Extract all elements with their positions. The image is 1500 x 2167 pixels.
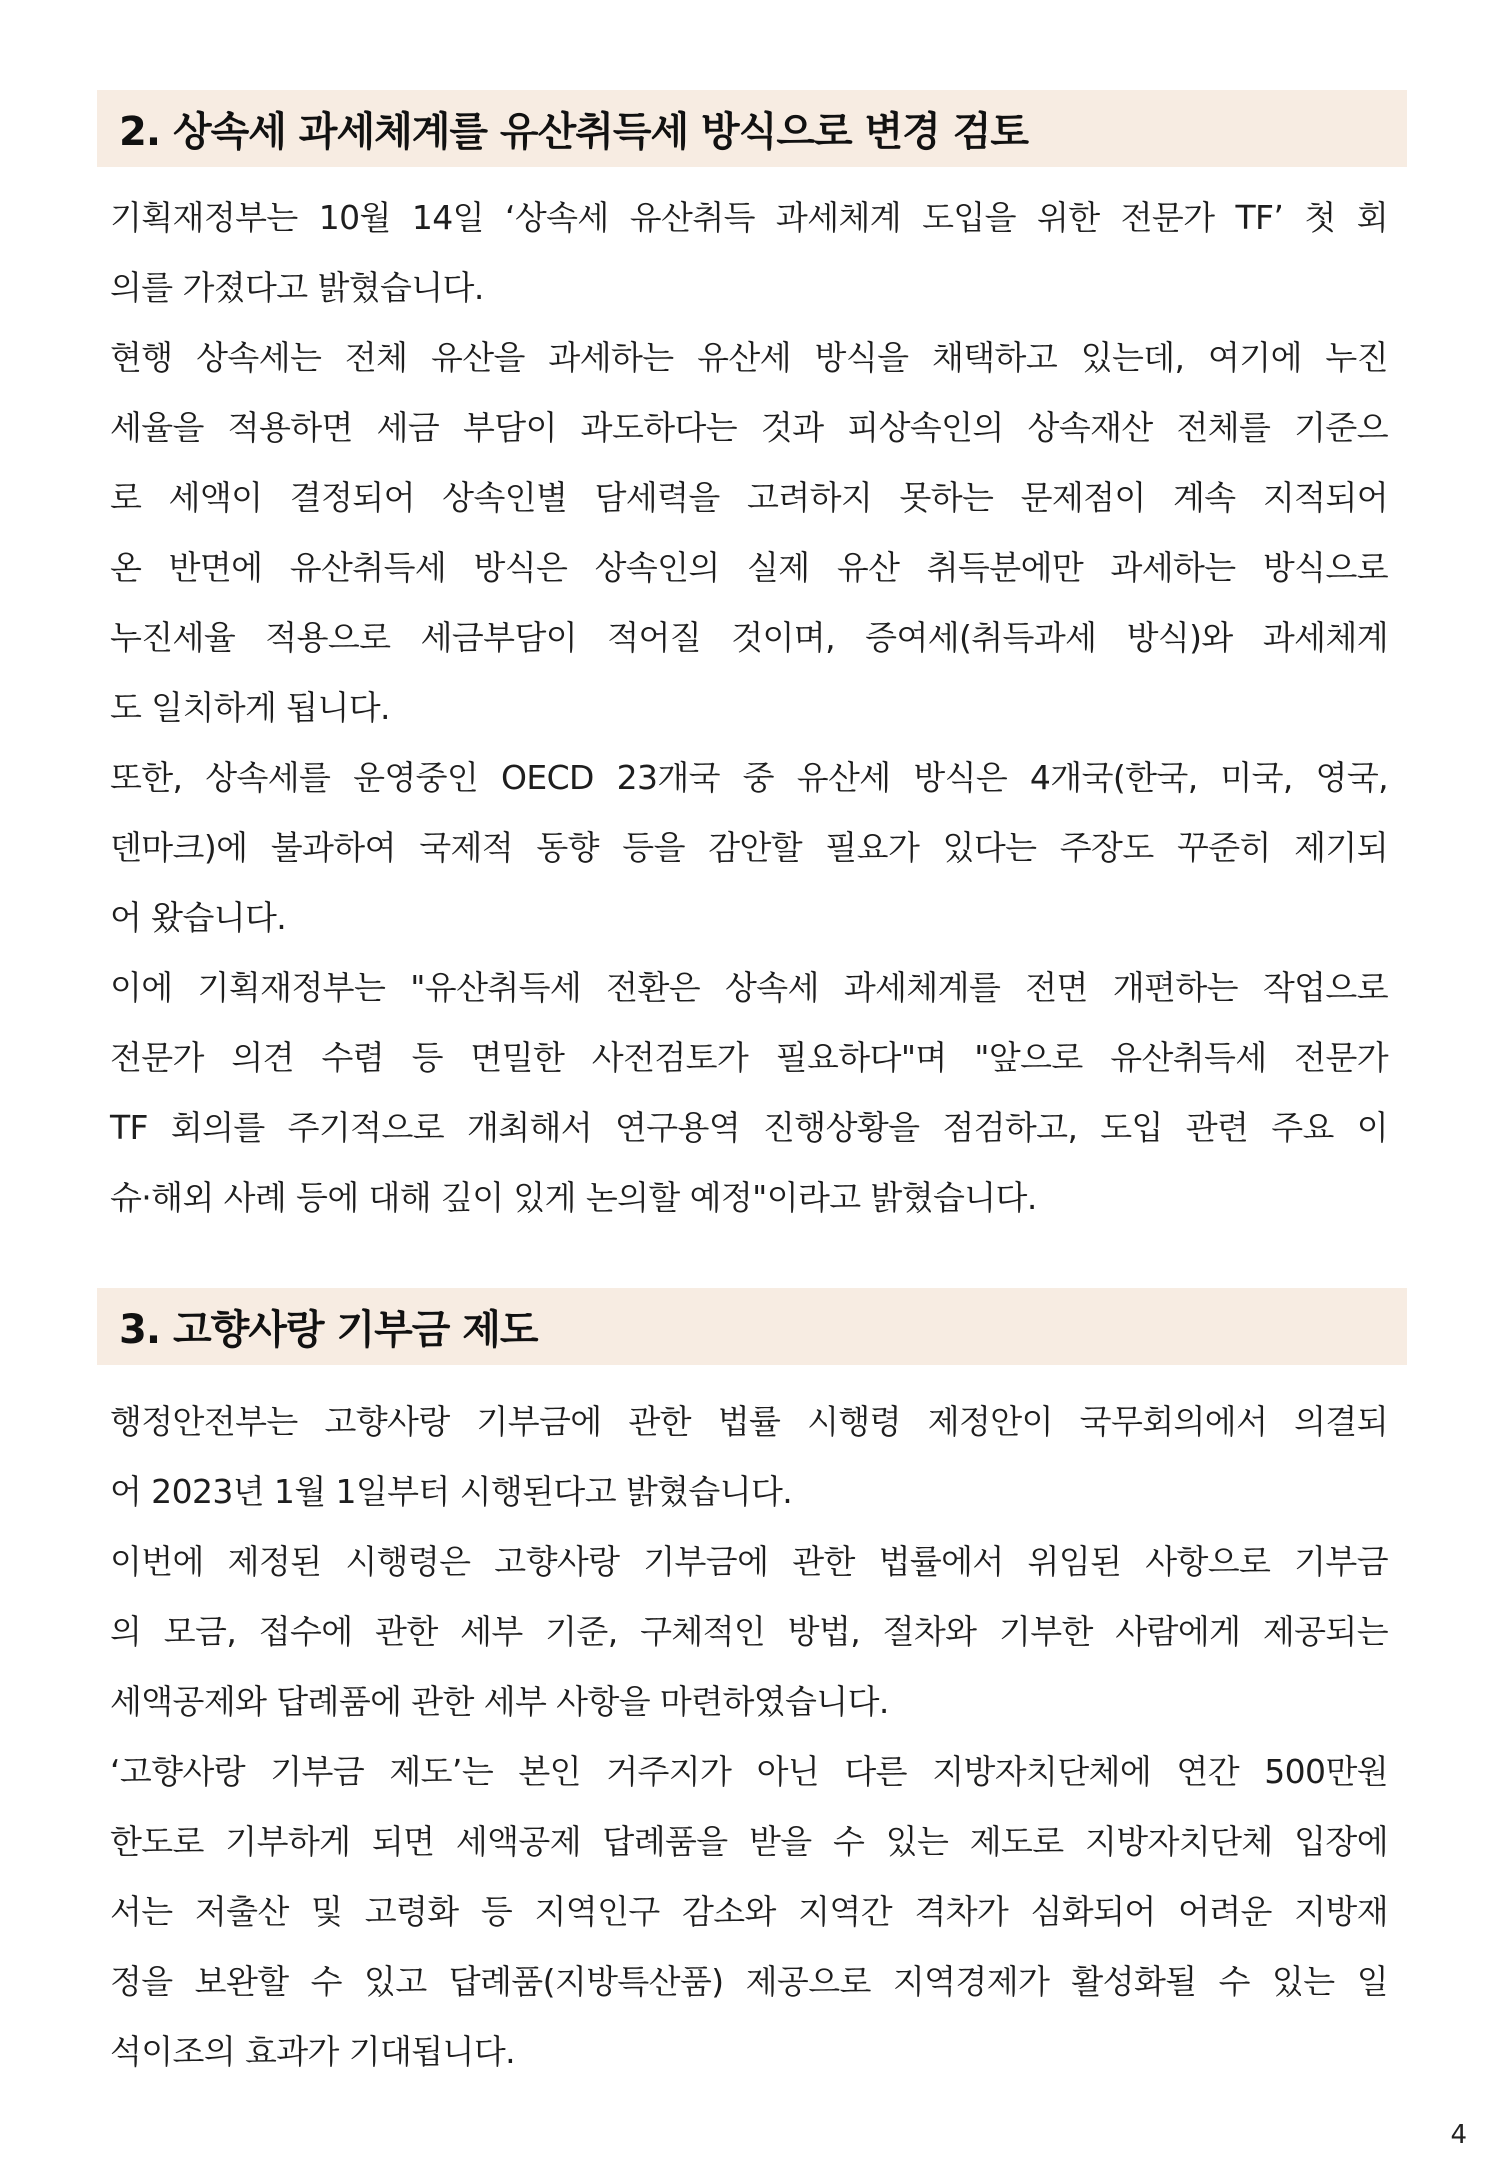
paragraph-line: 누진세율 적용으로 세금부담이 적어질 것이며, 증여세(취득과세 방식)와 과세체계 [110, 618, 1388, 657]
paragraph-line: 현행 상속세는 전체 유산을 과세하는 유산세 방식을 채택하고 있는데, 여기에 누진 [110, 338, 1388, 377]
section-3-body [110, 1387, 1388, 2087]
paragraph-line: 전문가 의견 수렴 등 면밀한 사전검토가 필요하다"며 "앞으로 유산취득세 전문가 [110, 1038, 1388, 1077]
paragraph-line: 이번에 제정된 시행령은 고향사랑 기부금에 관한 법률에서 위임된 사항으로 기부금 [110, 1542, 1388, 1581]
paragraph-line: 세율을 적용하면 세금 부담이 과도하다는 것과 피상속인의 상속재산 전체를 기준으 [110, 408, 1388, 447]
paragraph-line: 세액공제와 답례품에 관한 세부 사항을 마련하였습니다. [110, 1682, 889, 1721]
paragraph-line: 또한, 상속세를 운영중인 OECD 23개국 중 유산세 방식은 4개국(한국, 미국, 영국, [110, 758, 1388, 797]
paragraph-line: 로 세액이 결정되어 상속인별 담세력을 고려하지 못하는 문제점이 계속 지적되어 [110, 478, 1388, 517]
section-3-header [97, 1288, 1407, 1365]
page-number: 4 [1450, 2120, 1467, 2150]
paragraph-line: TF 회의를 주기적으로 개최해서 연구용역 진행상황을 점검하고, 도입 관련 주요 이 [110, 1108, 1388, 1147]
paragraph-line: 한도로 기부하게 되면 세액공제 답례품을 받을 수 있는 제도로 지방자치단체 입장에 [110, 1822, 1388, 1861]
paragraph-line: 의 모금, 접수에 관한 세부 기준, 구체적인 방법, 절차와 기부한 사람에게 제공되는 [110, 1612, 1388, 1651]
section-3-title: 3. 고향사랑 기부금 제도 [119, 1307, 538, 1353]
section-2-title: 2. 상속세 과세체계를 유산취득세 방식으로 변경 검토 [119, 109, 1029, 155]
paragraph-line: 온 반면에 유산취득세 방식은 상속인의 실제 유산 취득분에만 과세하는 방식으로 [110, 548, 1388, 587]
paragraph-line: 의를 가졌다고 밝혔습니다. [110, 268, 484, 307]
paragraph-line: 이에 기획재정부는 "유산취득세 전환은 상속세 과세체계를 전면 개편하는 작업으로 [110, 968, 1388, 1007]
paragraph-line: ‘고향사랑 기부금 제도’는 본인 거주지가 아닌 다른 지방자치단체에 연간 500만원 [110, 1752, 1388, 1791]
paragraph-line: 정을 보완할 수 있고 답례품(지방특산품) 제공으로 지역경제가 활성화될 수 있는 일 [110, 1962, 1388, 2001]
paragraph-line: 어 왔습니다. [110, 898, 287, 937]
paragraph-line: 기획재정부는 10월 14일 ‘상속세 유산취득 과세체계 도입을 위한 전문가 TF’ 첫 회 [110, 198, 1388, 237]
paragraph-line: 도 일치하게 됩니다. [110, 688, 390, 727]
paragraph-line: 석이조의 효과가 기대됩니다. [110, 2032, 516, 2071]
paragraph-line: 행정안전부는 고향사랑 기부금에 관한 법률 시행령 제정안이 국무회의에서 의결되 [110, 1402, 1388, 1441]
paragraph-line: 서는 저출산 및 고령화 등 지역인구 감소와 지역간 격차가 심화되어 어려운 지방재 [110, 1892, 1388, 1931]
section-2-body [110, 183, 1388, 1233]
paragraph-line: 슈·해외 사례 등에 대해 깊이 있게 논의할 예정"이라고 밝혔습니다. [110, 1178, 1037, 1217]
section-2-header [97, 90, 1407, 167]
paragraph-line: 덴마크)에 불과하여 국제적 동향 등을 감안할 필요가 있다는 주장도 꾸준히 제기되 [110, 828, 1388, 867]
paragraph-line: 어 2023년 1월 1일부터 시행된다고 밝혔습니다. [110, 1472, 793, 1511]
